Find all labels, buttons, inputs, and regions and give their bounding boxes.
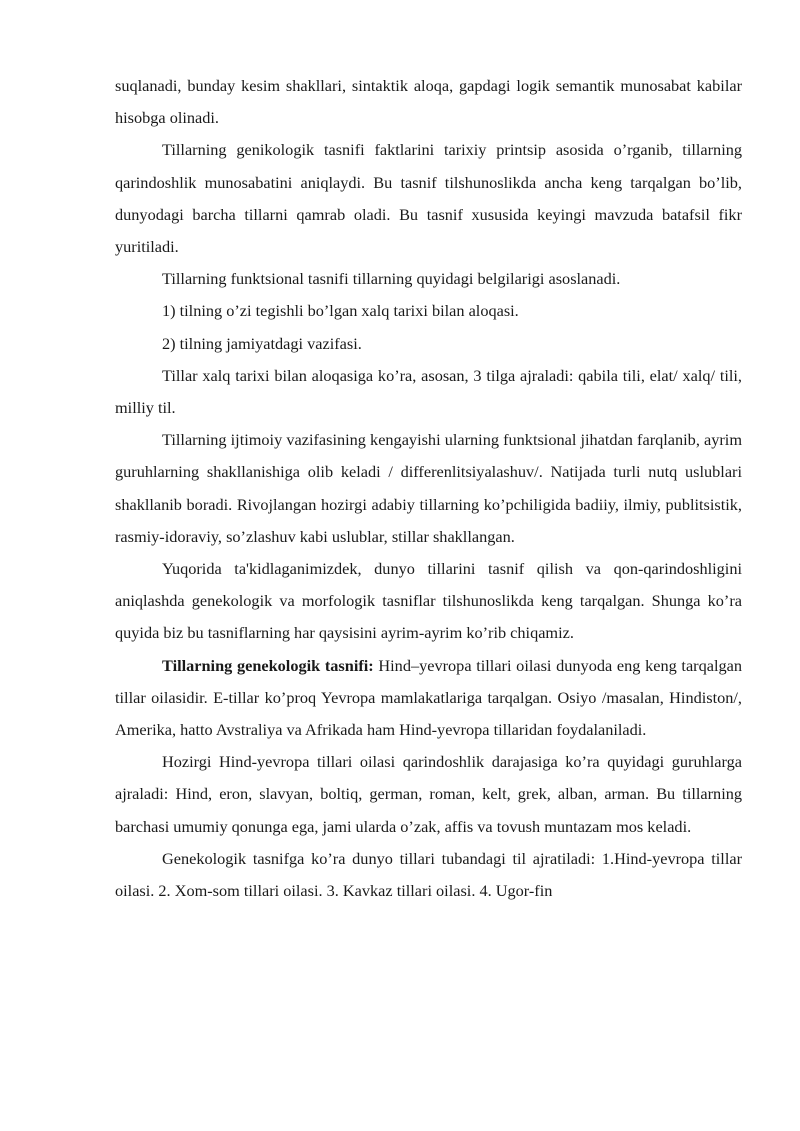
paragraph-2: [115, 134, 742, 263]
paragraph-text: Genekologik tasnifga ko’ra dunyo tillari tubandagi til ajratiladi: 1.Hind-yevropa tillar oilasi. 2. Xom-som tillari oilasi. 3. Kavkaz tillari oilasi. 4. Ugor-fin: [115, 848, 742, 901]
paragraph-text: 1) tilning o’zi tegishli bo’lgan xalq tarixi bilan aloqasi.: [162, 301, 519, 321]
paragraph-text: Tillarning funktsional tasnifi tillarning quyidagi belgilarigi asoslanadi.: [162, 269, 621, 289]
paragraph-10: [115, 746, 742, 843]
paragraph-text: Yuqorida ta'kidlaganimizdek, dunyo tillarini tasnif qilish va qon-qarindoshligini aniqlashda genekologik va morfologik tasniflar tilshunoslikda keng tarqalgan. Shunga ko’ra quyida biz bu tasniflarning har qaysisini ayrim-ayrim ko’rib chiqamiz.: [115, 559, 742, 643]
paragraph-text: Hind–yevropa tillari oilasi dunyoda eng keng tarqalgan tillar oilasidir. E-tillar ko’proq Yevropa mamlakatlariga tarqalgan. Osiyo /masalan, Hindiston/, Amerika, hatto Avstraliya va Afrikada ham Hind-yevropa tillaridan foydalaniladi.: [115, 655, 742, 740]
paragraph-7: [115, 424, 742, 553]
section-heading: Tillarning genekologik tasnifi:: [162, 655, 374, 675]
paragraph-11: [115, 843, 742, 907]
document-page: [115, 70, 742, 907]
paragraph-6: [115, 360, 742, 424]
paragraph-3: [115, 263, 742, 295]
paragraph-text: Tillar xalq tarixi bilan aloqasiga ko’ra, asosan, 3 tilga ajraladi: qabila tili, elat/ xalq/ tili, milliy til.: [115, 365, 742, 418]
paragraph-text: Hozirgi Hind-yevropa tillari oilasi qarindoshlik darajasiga ko’ra quyidagi guruhlarga ajraladi: Hind, eron, slavyan, boltiq, german, roman, kelt, grek, alban, arman. Bu tillarning barchasi umumiy qonunga ega, jami ularda o’zak, affis va tovush muntazam mos keladi.: [115, 752, 742, 836]
paragraph-text: 2) tilning jamiyatdagi vazifasi.: [162, 333, 362, 353]
paragraph-text: suqlanadi, bunday kesim shakllari, sintaktik aloqa, gapdagi logik semantik munosabat kabilar hisobga olinadi.: [115, 76, 742, 128]
list-item-2: [115, 328, 742, 360]
paragraph-text: Tillarning ijtimoiy vazifasining kengayishi ularning funktsional jihatdan farqlanib, ayrim guruhlarning shakllanishiga olib keladi / differenlitsiyalashuv/. Natijada turli nutq uslublari shakllanib boradi. Rivojlangan hozirgi adabiy tillarning ko’pchiligida badiiy, ilmiy, publitsistik, rasmiy-idoraviy, so’zlashuv kabi uslublar, stillar shakllangan.: [115, 430, 742, 546]
paragraph-8: [115, 553, 742, 650]
paragraph-9: [115, 650, 742, 747]
paragraph-text: Tillarning genikologik tasnifi faktlarini tarixiy printsip asosida o’rganib, tillarning qarindoshlik munosabatini aniqlaydi. Bu tasnif tilshunoslikda ancha keng tarqalgan bo’lib, dunyodagi barcha tillarni qamrab oladi. Bu tasnif xususida keyingi mavzuda batafsil fikr yuritiladi.: [115, 140, 742, 257]
paragraph-1: [115, 70, 742, 134]
list-item-1: [115, 295, 742, 327]
